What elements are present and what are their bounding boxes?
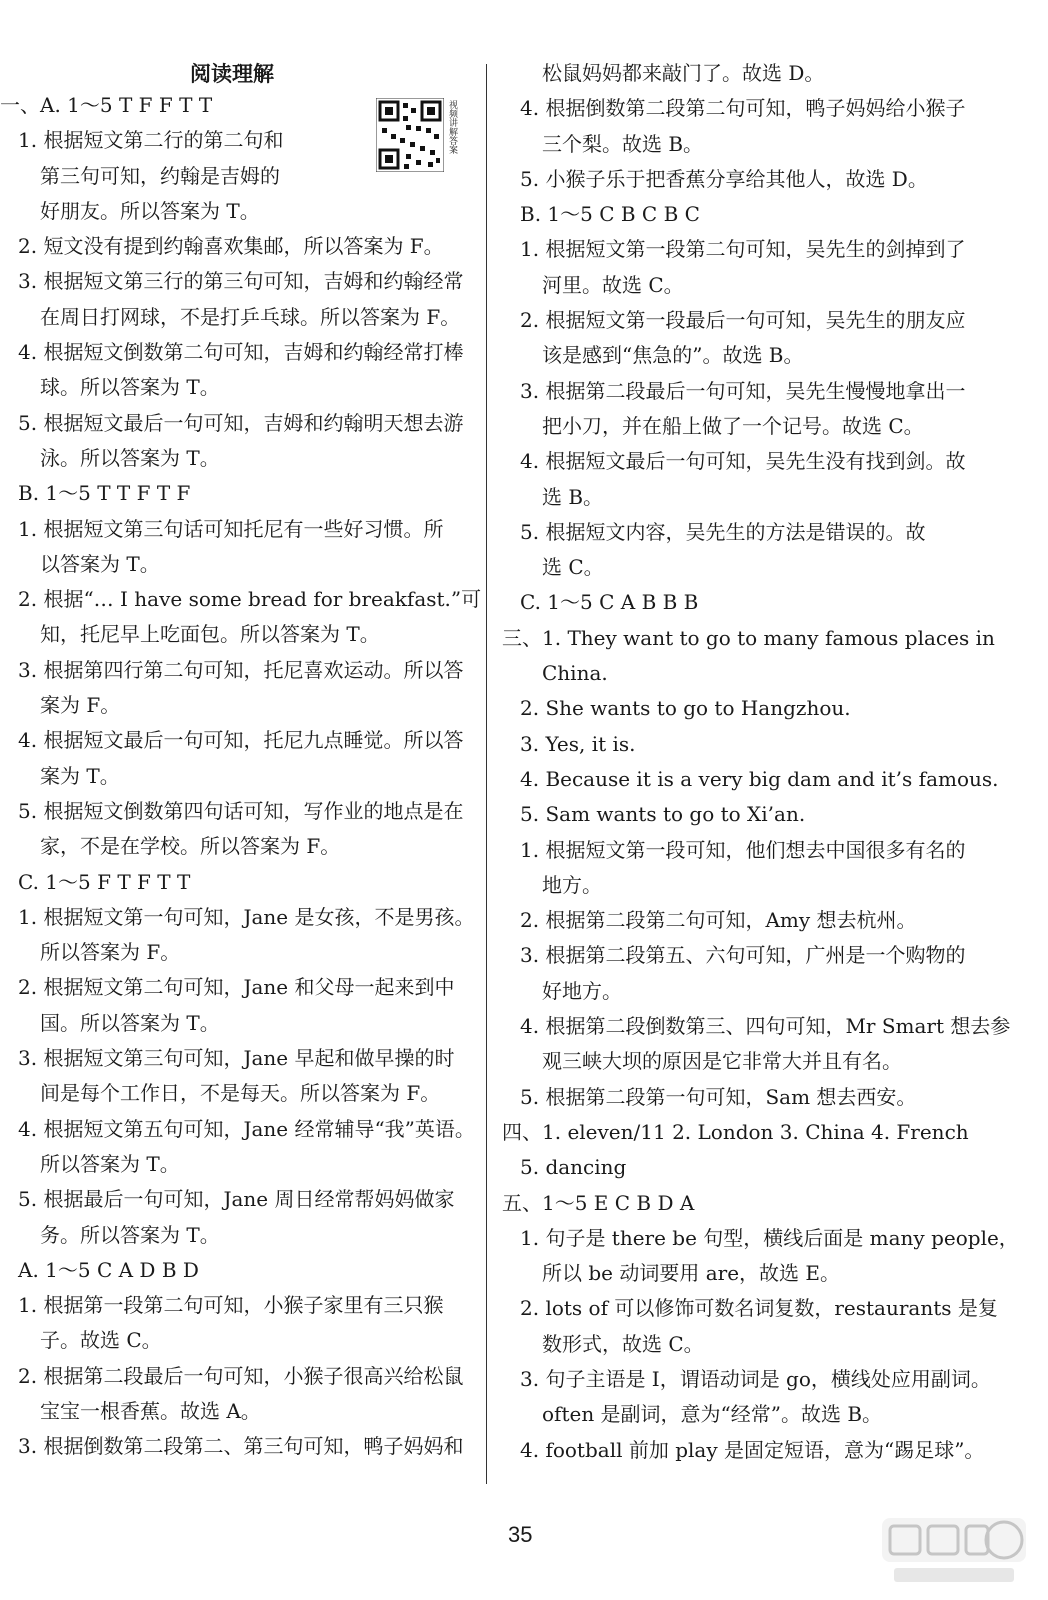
answer-line: 1. 根据短文第二行的第二句和 (18, 128, 284, 153)
answer-line: 河里。故选 C。 (542, 272, 684, 297)
answer-line: 松鼠妈妈都来敲门了。故选 D。 (542, 61, 825, 85)
answer-line: 4. football 前加 play 是固定短语，意为“踢足球”。 (520, 1437, 985, 1462)
answer-line: 宝宝一根香蕉。故选 A。 (40, 1398, 261, 1423)
answer-line: 务。所以答案为 T。 (40, 1222, 220, 1247)
answer-line: 2. 短文没有提到约翰喜欢集邮，所以答案为 F。 (18, 234, 444, 259)
answer-line: 2. 根据第二段最后一句可知，小猴子很高兴给松鼠 (18, 1363, 464, 1388)
answer-line: 1. 根据短文第一段第二句可知，吴先生的剑掉到了 (520, 237, 966, 262)
answer-line: C. 1～5 F T F T T (18, 869, 191, 894)
right-column (502, 56, 1022, 1468)
answer-line: 3. 句子主语是 I，谓语动词是 go，横线处应用副词。 (520, 1366, 991, 1391)
answer-line: 五、1～5 E C B D A (502, 1190, 695, 1215)
answer-line: C. 1～5 C A B B B (520, 590, 699, 615)
answer-line: 5. dancing (520, 1155, 627, 1180)
answer-line: 所以 be 动词要用 are，故选 E。 (542, 1261, 840, 1286)
answer-line: A. 1～5 C A D B D (18, 1257, 199, 1282)
answer-line: 3. 根据倒数第二段第二、第三句可知，鸭子妈妈和 (18, 1434, 464, 1459)
left-column (0, 88, 482, 1465)
answer-line: 4. 根据短文最后一句可知，吴先生没有找到剑。故 (520, 449, 966, 474)
answer-line: 1. 句子是 there be 句型，横线后面是 many people， (520, 1225, 1019, 1250)
answer-line: 2. 根据第二段第二句可知，Amy 想去杭州。 (520, 908, 917, 933)
answer-line: 观三峡大坝的原因是它非常大并且有名。 (542, 1049, 902, 1074)
answer-line: 5. Sam wants to go to Xi’an. (520, 802, 806, 827)
answer-line: 四、1. eleven/11 2. London 3. China 4. French (502, 1119, 969, 1144)
answer-line: 所以答案为 T。 (40, 1151, 180, 1176)
answer-line: 3. 根据第二段第五、六句可知，广州是一个购物的 (520, 943, 966, 968)
answer-line: 该是感到“焦急的”。故选 B。 (542, 343, 804, 368)
answer-line: 知，托尼早上吃面包。所以答案为 T。 (40, 622, 380, 647)
answer-line: 间是每个工作日，不是每天。所以答案为 F。 (40, 1081, 441, 1106)
answer-line: 2. 根据“… I have some bread for breakfast.”可 (18, 587, 482, 612)
answer-line: 4. 根据短文最后一句可知，托尼九点睡觉。所以答 (18, 728, 464, 753)
answer-line: 5. 根据短文最后一句可知，吉姆和约翰明天想去游 (18, 410, 464, 435)
answer-line: China. (542, 661, 608, 686)
answer-line: 3. 根据第四行第二句可知，托尼喜欢运动。所以答 (18, 657, 464, 682)
answer-line: 一、A. 1～5 T F F T T (0, 93, 213, 117)
answer-line: 5. 小猴子乐于把香蕉分享给其他人，故选 D。 (520, 166, 928, 191)
answer-line: 4. Because it is a very big dam and it’s famous. (520, 766, 999, 791)
answer-line: 2. 根据短文第一段最后一句可知，吴先生的朋友应 (520, 308, 966, 333)
answer-line: 1. 根据短文第一句可知，Jane 是女孩，不是男孩。 (18, 904, 475, 929)
answer-line: 选 B。 (542, 484, 604, 509)
answer-line: 4. 根据第二段倒数第三、四句可知，Mr Smart 想去参 (520, 1014, 1011, 1039)
answer-line: 4. 根据短文倒数第二句可知，吉姆和约翰经常打棒 (18, 340, 464, 365)
answer-line: 2. lots of 可以修饰可数名词复数，restaurants 是复 (520, 1296, 998, 1321)
answer-line: 泳。所以答案为 T。 (40, 445, 220, 470)
answer-line: 案为 T。 (40, 763, 120, 788)
answer-line: 选 C。 (542, 555, 604, 580)
watermark-logo (880, 1516, 1028, 1586)
answer-line: 1. 根据短文第一段可知，他们想去中国很多有名的 (520, 837, 966, 862)
answer-line: 在周日打网球，不是打乒乓球。所以答案为 F。 (40, 304, 461, 329)
answer-line: 3. 根据短文第三句可知，Jane 早起和做早操的时 (18, 1046, 455, 1071)
answer-line: 4. 根据倒数第二段第二句可知，鸭子妈妈给小猴子 (520, 96, 966, 121)
answer-line: 1. 根据第一段第二句可知，小猴子家里有三只猴 (18, 1293, 444, 1318)
page-number: 35 (508, 1522, 533, 1547)
answer-line: 地方。 (542, 872, 602, 897)
answer-line: 1. 根据短文第三句话可知托尼有一些好习惯。所 (18, 516, 444, 541)
answer-line: 3. 根据短文第三行的第三句可知，吉姆和约翰经常 (18, 269, 464, 294)
answer-line: 数形式，故选 C。 (542, 1331, 704, 1356)
answer-line: 家，不是在学校。所以答案为 F。 (40, 834, 341, 859)
answer-line: 好地方。 (542, 978, 622, 1003)
answer-line: 5. 根据最后一句可知，Jane 周日经常帮妈妈做家 (18, 1187, 455, 1212)
answer-line: 球。所以答案为 T。 (40, 375, 220, 400)
section-title: 阅读理解 (190, 62, 274, 86)
answer-line: often 是副词，意为“经常”。故选 B。 (542, 1402, 883, 1427)
answer-line: 2. 根据短文第二句可知，Jane 和父母一起来到中 (18, 975, 455, 1000)
answer-line: 以答案为 T。 (40, 551, 160, 576)
answer-line: 5. 根据短文内容，吴先生的方法是错误的。故 (520, 519, 926, 544)
answer-line: 把小刀，并在船上做了一个记号。故选 C。 (542, 413, 924, 438)
answer-line: 2. She wants to go to Hangzhou. (520, 696, 851, 721)
answer-line: B. 1～5 C B C B C (520, 202, 700, 227)
answer-line: 案为 F。 (40, 693, 121, 718)
answer-line: 第三句可知，约翰是吉姆的 (40, 163, 280, 188)
answer-line: 三、1. They want to go to many famous places in (502, 625, 995, 650)
answer-line: 3. 根据第二段最后一句可知，吴先生慢慢地拿出一 (520, 378, 966, 403)
answer-line: 5. 根据第二段第一句可知，Sam 想去西安。 (520, 1084, 917, 1109)
column-divider (486, 64, 487, 1484)
answer-line: 3. Yes, it is. (520, 731, 636, 756)
answer-line: 4. 根据短文第五句可知，Jane 经常辅导“我”英语。 (18, 1116, 475, 1141)
answer-line: 5. 根据短文倒数第四句话可知，写作业的地点是在 (18, 798, 464, 823)
answer-line: B. 1～5 T T F T F (18, 481, 191, 506)
answer-line: 三个梨。故选 B。 (542, 131, 704, 156)
answer-line: 国。所以答案为 T。 (40, 1010, 220, 1035)
answer-line: 所以答案为 F。 (40, 940, 181, 965)
answer-line: 子。故选 C。 (40, 1328, 162, 1353)
answer-line: 好朋友。所以答案为 T。 (40, 198, 260, 223)
qr-caption: 视频讲解答案 (447, 100, 457, 154)
